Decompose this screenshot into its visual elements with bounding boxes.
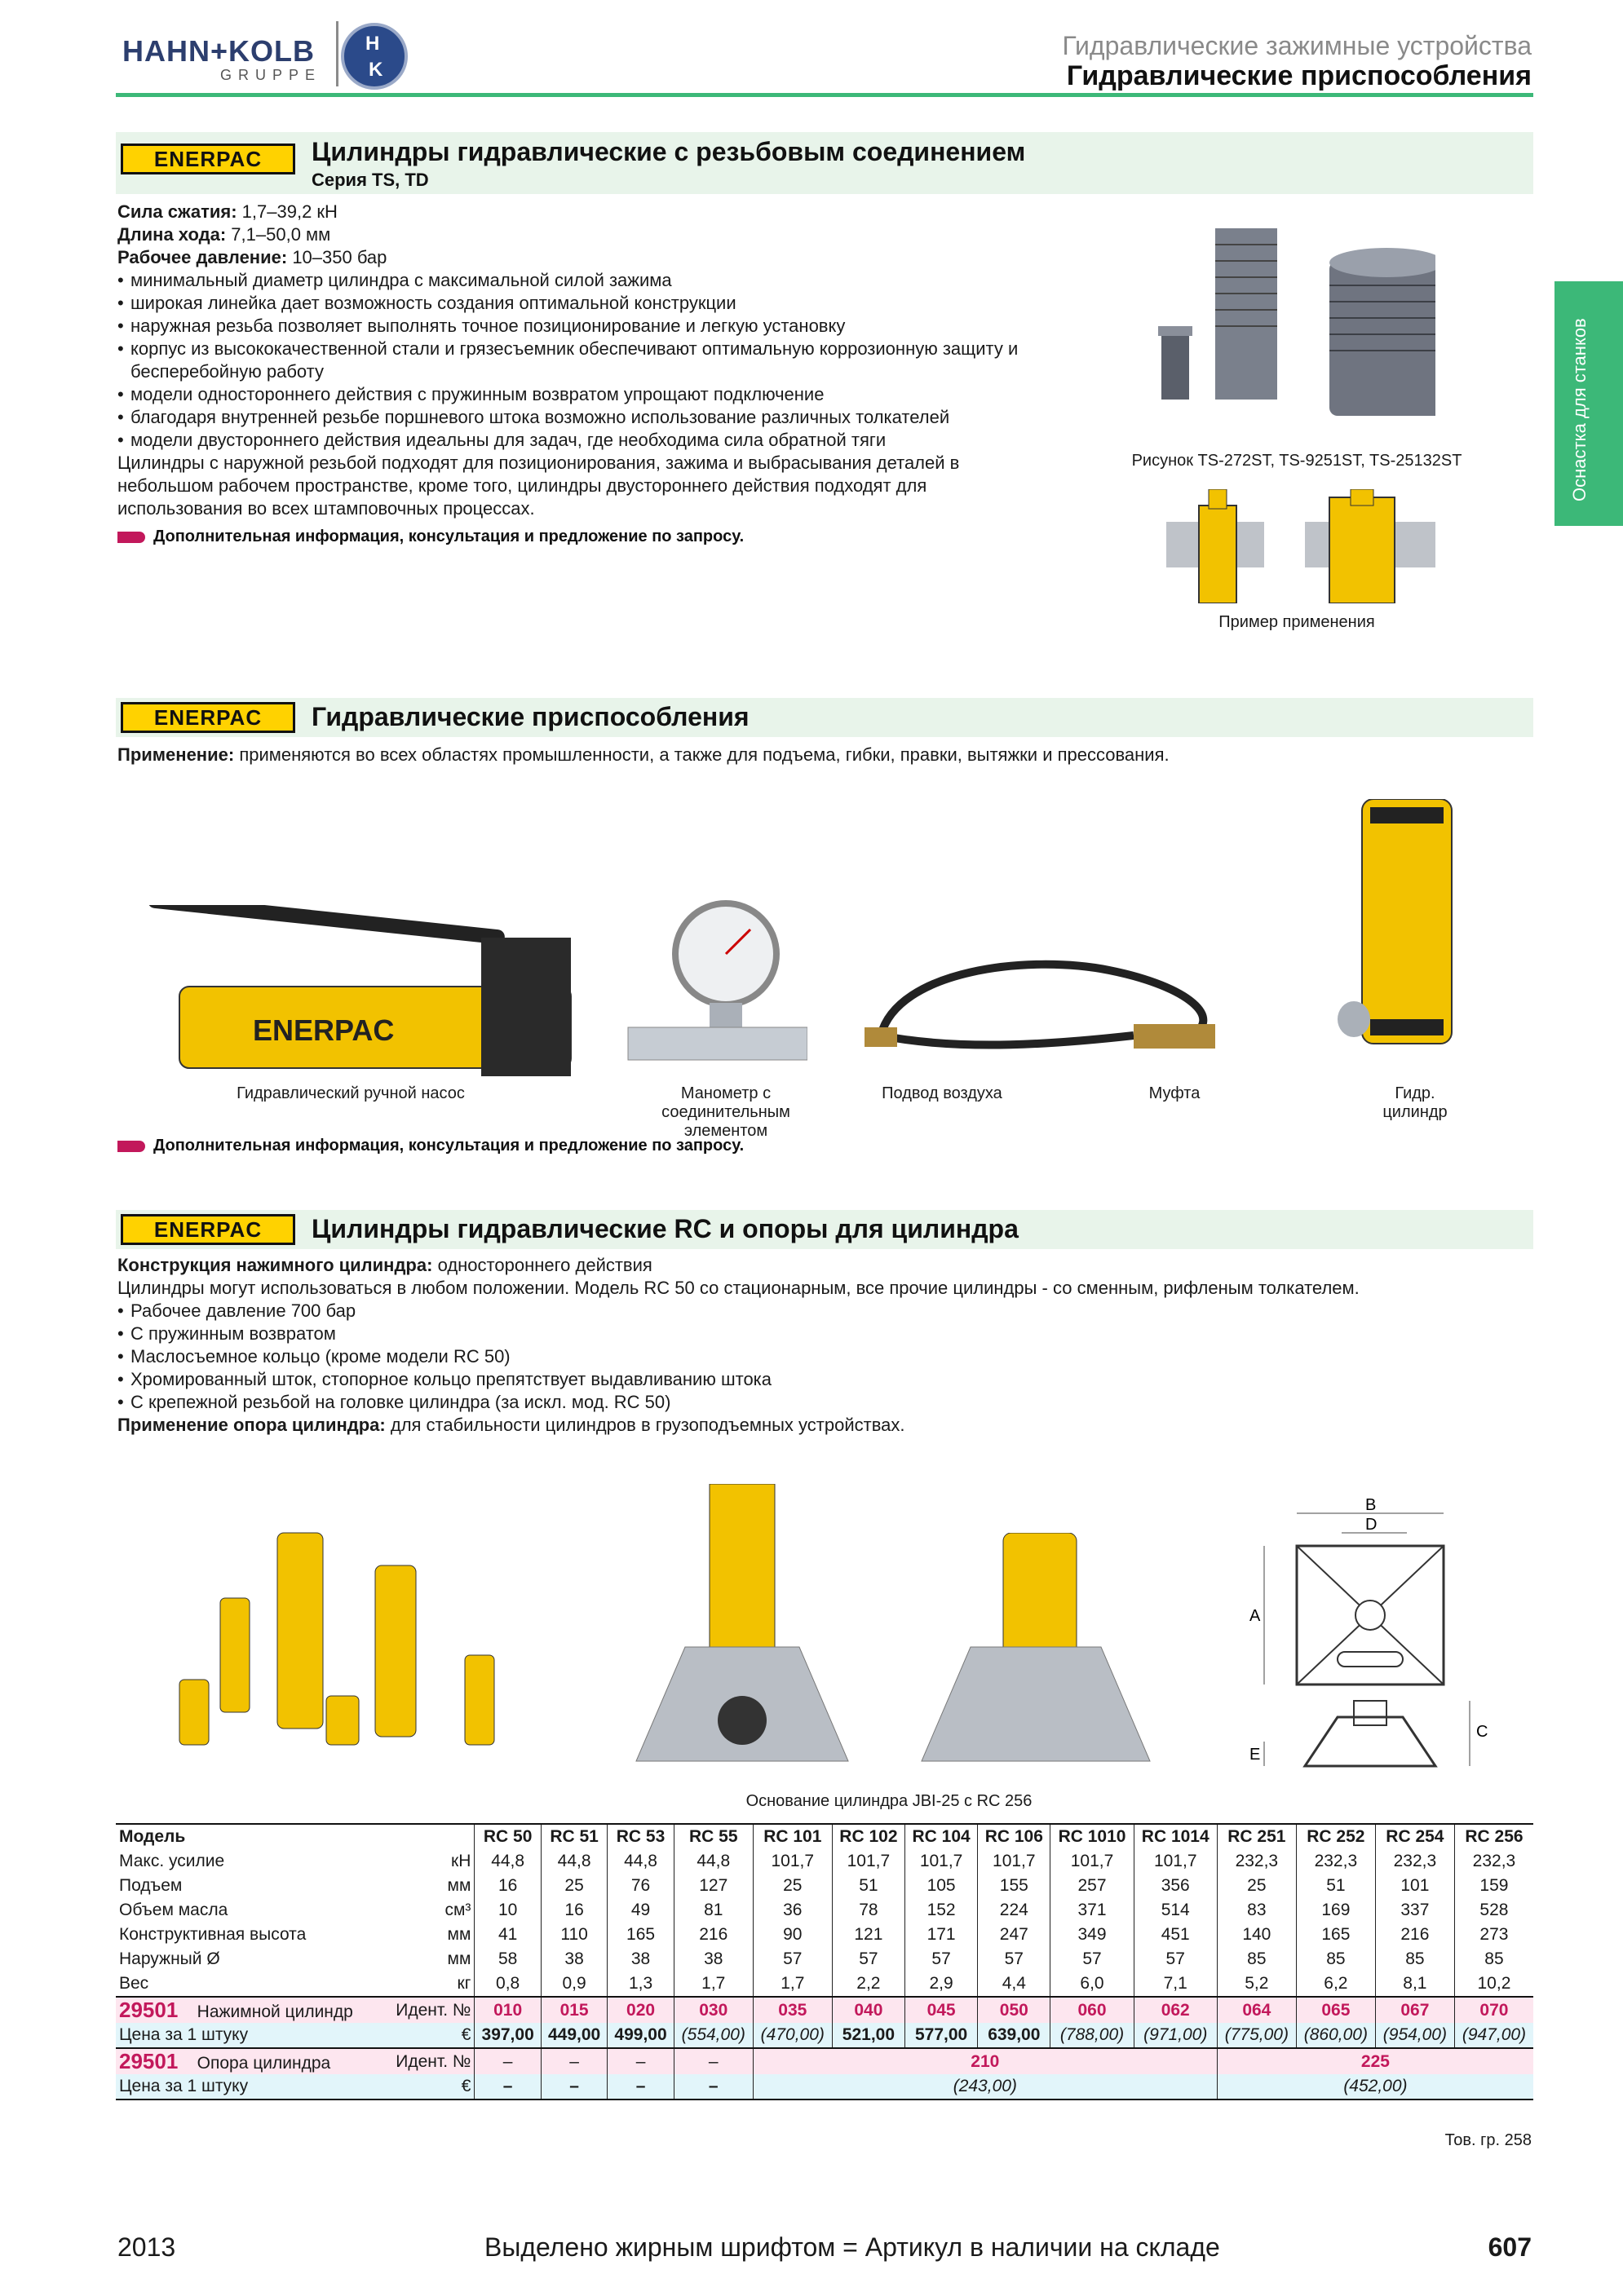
cylinder-base-image-1 <box>620 1484 865 1777</box>
model-cell: RC 1010 <box>1050 1824 1134 1849</box>
list-item: • благодаря внутренней резьбе поршневого штока возможно использование различных толкателей <box>117 406 1047 429</box>
more-info-link[interactable]: Дополнительная информация, консультация и предложение по запросу. <box>117 1137 744 1155</box>
arrow-icon <box>117 1141 145 1152</box>
model-cell: RC 254 <box>1375 1824 1454 1849</box>
table-cell: 10 <box>475 1898 541 1923</box>
header-rule <box>116 93 1533 97</box>
dim-label-c: C <box>1476 1723 1488 1741</box>
table-cell: 528 <box>1454 1898 1533 1923</box>
footer-note: Выделено жирным шрифтом = Артикул в наличии на складе <box>484 2232 1220 2262</box>
section-2-band <box>116 698 1533 737</box>
section-2-application: Применение: применяются во всех областях промышленности, а также для подъема, гибки, правки, вытяжки и прессования. <box>117 744 1170 765</box>
table-cell: 356 <box>1134 1874 1217 1898</box>
list-item: • Рабочее давление 700 бар <box>117 1300 1537 1322</box>
price-cell: (788,00) <box>1050 2023 1134 2048</box>
table-cell: 127 <box>674 1874 753 1898</box>
table-cell: 16 <box>475 1874 541 1898</box>
enerpac-badge: ENERPAC <box>121 702 295 733</box>
table-cell: 16 <box>541 1898 607 1923</box>
logo-divider <box>336 21 338 86</box>
table-cell: 121 <box>832 1923 904 1947</box>
table-cell: 337 <box>1375 1898 1454 1923</box>
price-cell: (243,00) <box>753 2074 1217 2100</box>
model-cell: RC 256 <box>1454 1824 1533 1849</box>
product-group: Тов. гр. 258 <box>1444 2131 1532 2149</box>
list-item: • Маслосъемное кольцо (кроме модели RC 50) <box>117 1345 1537 1368</box>
hose-image <box>865 946 1256 1076</box>
table-row <box>116 1947 1533 1971</box>
feature-list <box>117 269 1047 452</box>
cyl-ident-row: 29501 Нажимной цилиндр Идент. № 010 015 020 030 035 040 045 050 060 062 064 065 067 070 <box>116 1997 1533 2023</box>
product-caption-cylinder: Гидр. цилиндр <box>1382 1084 1448 1121</box>
table-cell: 51 <box>832 1874 904 1898</box>
table-cell: 8,1 <box>1375 1971 1454 1997</box>
dim-label-d: D <box>1365 1516 1378 1534</box>
cylinder-image <box>1338 799 1468 1052</box>
table-cell: 101,7 <box>753 1849 832 1874</box>
section-1-paragraph: Цилиндры с наружной резьбой подходят для позиционирования, зажима и выбрасывания деталей в небольшом рабочем пространстве, кроме того, цилиндры двустороннего действия подходят для использования во всех штамповочных процессах. <box>117 453 960 519</box>
table-cell: 57 <box>978 1947 1050 1971</box>
cylinder-base-drawing <box>1240 1497 1501 1774</box>
table-cell: 101,7 <box>1134 1849 1217 1874</box>
table-cell: 76 <box>608 1874 674 1898</box>
spec-row: Рабочее давление: 10–350 бар <box>117 247 387 267</box>
table-cell: 165 <box>608 1923 674 1947</box>
model-cell: RC 51 <box>541 1824 607 1849</box>
row-label: Конструктивная высота <box>119 1925 307 1944</box>
table-cell: 36 <box>753 1898 832 1923</box>
sup-ident-row: 29501 Опора цилиндра Идент. № – – – – 210 225 <box>116 2048 1533 2074</box>
row-unit: см³ <box>444 1901 471 1919</box>
model-cell: RC 50 <box>475 1824 541 1849</box>
list-item: • модели одностороннего действия с пружинным возвратом упрощают подключение <box>117 383 1047 406</box>
section-3-title: Цилиндры гидравлические RC и опоры для цилиндра <box>312 1214 1019 1243</box>
brand-logo-text: HAHN+KOLB <box>122 34 316 68</box>
list-item: • С крепежной резьбой на головке цилиндра (за искл. мод. RC 50) <box>117 1391 1537 1414</box>
table-cell: 159 <box>1454 1874 1533 1898</box>
ident-cell[interactable]: 045 <box>905 1997 978 2023</box>
table-cell: 155 <box>978 1874 1050 1898</box>
table-cell: 247 <box>978 1923 1050 1947</box>
more-info-link[interactable]: Дополнительная информация, консультация и предложение по запросу. <box>117 525 1047 548</box>
product-caption-coupler: Муфта <box>1148 1084 1201 1102</box>
table-cell: 83 <box>1217 1898 1296 1923</box>
table-cell: 171 <box>905 1923 978 1947</box>
spec-row: Сила сжатия: 1,7–39,2 кН <box>117 201 338 222</box>
section-1-title: Цилиндры гидравлические с резьбовым соединением <box>312 137 1026 166</box>
hk-logo-icon: H K <box>341 23 408 90</box>
ident-cell[interactable]: 225 <box>1217 2048 1533 2074</box>
dim-label-e: E <box>1249 1746 1261 1764</box>
table-cell: 7,1 <box>1134 1971 1217 1997</box>
price-cell: (554,00) <box>674 2023 753 2048</box>
svg-text:ENERPAC: ENERPAC <box>253 1013 395 1047</box>
table-cell: 41 <box>475 1923 541 1947</box>
table-row <box>116 1923 1533 1947</box>
model-cell: RC 251 <box>1217 1824 1296 1849</box>
table-cell: 5,2 <box>1217 1971 1296 1997</box>
ident-cell[interactable]: 067 <box>1375 1997 1454 2023</box>
footer-year: 2013 <box>117 2232 176 2262</box>
table-cell: 169 <box>1296 1898 1375 1923</box>
application-example-image <box>1166 489 1435 603</box>
page-number: 607 <box>1488 2232 1532 2262</box>
table-header-row <box>116 1824 1533 1849</box>
table-cell: 25 <box>753 1874 832 1898</box>
table-cell: 1,7 <box>674 1971 753 1997</box>
table-cell: 451 <box>1134 1923 1217 1947</box>
ident-cell[interactable]: 064 <box>1217 1997 1296 2023</box>
table-cell: 44,8 <box>541 1849 607 1874</box>
cyl-price-row: Цена за 1 штуку € 397,00 449,00 499,00 (554,00) (470,00) 521,00 577,00 639,00 (788,00) (971,00) (775,00) (860,00) (954,00) (947,00) <box>116 2023 1533 2048</box>
price-cell: (860,00) <box>1296 2023 1375 2048</box>
table-cell: 58 <box>475 1947 541 1971</box>
table-cell: 101,7 <box>1050 1849 1134 1874</box>
ident-cell[interactable]: 020 <box>608 1997 674 2023</box>
ident-cell[interactable]: 030 <box>674 1997 753 2023</box>
table-header-label: Модель <box>116 1824 475 1849</box>
table-cell: 232,3 <box>1454 1849 1533 1874</box>
table-cell: 25 <box>1217 1874 1296 1898</box>
table-cell: 85 <box>1296 1947 1375 1971</box>
section-1-series: Серия TS, TD <box>312 170 429 190</box>
table-cell: 0,9 <box>541 1971 607 1997</box>
section-3-band <box>116 1210 1533 1249</box>
cylinder-base-image-2 <box>913 1533 1158 1769</box>
table-cell: 371 <box>1050 1898 1134 1923</box>
header-subtitle: Гидравлические зажимные устройства <box>1062 31 1532 60</box>
product-caption-hose: Подвод воздуха <box>882 1084 1002 1102</box>
list-item: • С пружинным возвратом <box>117 1322 1537 1345</box>
spec-row: Длина хода: 7,1–50,0 мм <box>117 224 331 245</box>
ident-cell[interactable]: 065 <box>1296 1997 1375 2023</box>
price-cell: (971,00) <box>1134 2023 1217 2048</box>
row-label: Подъем <box>119 1876 183 1895</box>
row-unit: мм <box>447 1876 471 1895</box>
table-cell: 101,7 <box>905 1849 978 1874</box>
table-cell: 165 <box>1296 1923 1375 1947</box>
model-cell: RC 55 <box>674 1824 753 1849</box>
ident-cell[interactable]: 015 <box>541 1997 607 2023</box>
table-cell: 44,8 <box>608 1849 674 1874</box>
figure-caption: Рисунок TS-272ST, TS-9251ST, TS-25132ST <box>1131 452 1462 470</box>
table-cell: 257 <box>1050 1874 1134 1898</box>
table-cell: 4,4 <box>978 1971 1050 1997</box>
cyl-code: 29501 <box>119 1998 179 2022</box>
model-cell: RC 102 <box>832 1824 904 1849</box>
table-row <box>116 1874 1533 1898</box>
sup-code: 29501 <box>119 2049 179 2073</box>
list-item: • Хромированный шток, стопорное кольцо препятствует выдавливанию штока <box>117 1368 1537 1391</box>
section-2-title: Гидравлические приспособления <box>312 702 750 731</box>
list-item: • широкая линейка дает возможность создания оптимальной конструкции <box>117 292 1047 315</box>
table-cell: 81 <box>674 1898 753 1923</box>
ident-cell[interactable]: 070 <box>1454 1997 1533 2023</box>
table-cell: 140 <box>1217 1923 1296 1947</box>
side-tab[interactable] <box>1554 281 1623 526</box>
table-cell: 85 <box>1454 1947 1533 1971</box>
row-unit: кг <box>457 1974 471 1993</box>
table-cell: 49 <box>608 1898 674 1923</box>
table-cell: 232,3 <box>1296 1849 1375 1874</box>
table-cell: 10,2 <box>1454 1971 1533 1997</box>
table-cell: 6,2 <box>1296 1971 1375 1997</box>
gauge-image <box>612 897 807 1076</box>
section-1-band <box>116 132 1533 194</box>
table-cell: 514 <box>1134 1898 1217 1923</box>
table-cell: 85 <box>1375 1947 1454 1971</box>
section-3-text: Конструкция нажимного цилиндра: одностороннего действия Цилиндры могут использоваться в любом положении. Модель RC 50 со стационарным, все прочие цилиндры - со сменным, рифленым толкателем. • Рабочее давление 700 бар • С пружинным возвратом • Маслосъемное кольцо (кроме модели RC 50) • Хромированный шток, стопорное кольцо препятствует выдавливанию штока • С крепежной резьбой на головке цилиндра (за искл. мод. RC 50) Применение опора цилиндра: для стабильности цилиндров в грузоподъемных устройствах. <box>117 1254 1537 1437</box>
table-cell: 57 <box>1134 1947 1217 1971</box>
price-cell: 521,00 <box>832 2023 904 2048</box>
model-cell: RC 104 <box>905 1824 978 1849</box>
price-cell: (452,00) <box>1217 2074 1533 2100</box>
table-cell: 0,8 <box>475 1971 541 1997</box>
table-cell: 273 <box>1454 1923 1533 1947</box>
row-label: Наружный Ø <box>119 1949 220 1968</box>
price-cell: 499,00 <box>608 2023 674 2048</box>
table-cell: 216 <box>674 1923 753 1947</box>
section-3-intro: Цилиндры могут использоваться в любом положении. Модель RC 50 со стационарным, все прочие цилиндры - со сменным, рифленым толкателем. <box>117 1278 1360 1298</box>
table-cell: 57 <box>905 1947 978 1971</box>
model-cell: RC 106 <box>978 1824 1050 1849</box>
arrow-icon <box>117 532 145 543</box>
table-cell: 2,2 <box>832 1971 904 1997</box>
spec-table <box>116 1823 1533 2100</box>
price-cell: (954,00) <box>1375 2023 1454 2048</box>
table-cell: 38 <box>608 1947 674 1971</box>
application-caption: Пример применения <box>1218 613 1375 631</box>
table-cell: 44,8 <box>475 1849 541 1874</box>
table-cell: 57 <box>832 1947 904 1971</box>
list-item: • наружная резьба позволяет выполнять точное позиционирование и легкую установку <box>117 315 1047 338</box>
header-title: Гидравлические приспособления <box>1066 60 1532 91</box>
price-cell: 397,00 <box>475 2023 541 2048</box>
table-row <box>116 1971 1533 1997</box>
row-label: Объем масла <box>119 1901 228 1919</box>
row-label: Макс. усилие <box>119 1852 225 1870</box>
model-cell: RC 1014 <box>1134 1824 1217 1849</box>
product-caption-pump: Гидравлический ручной насос <box>237 1084 465 1102</box>
table-cell: 101,7 <box>978 1849 1050 1874</box>
ident-cell[interactable]: 050 <box>978 1997 1050 2023</box>
table-cell: 38 <box>674 1947 753 1971</box>
table-cell: 232,3 <box>1375 1849 1454 1874</box>
table-row <box>116 1898 1533 1923</box>
table-cell: 57 <box>753 1947 832 1971</box>
sup-price-row: Цена за 1 штуку € – – – – (243,00) (452,00) <box>116 2074 1533 2100</box>
price-cell: (775,00) <box>1217 2023 1296 2048</box>
dim-label-b: B <box>1365 1497 1377 1514</box>
price-cell: (470,00) <box>753 2023 832 2048</box>
price-cell: 449,00 <box>541 2023 607 2048</box>
enerpac-badge: ENERPAC <box>121 1214 295 1245</box>
table-cell: 232,3 <box>1217 1849 1296 1874</box>
price-cell: 639,00 <box>978 2023 1050 2048</box>
table-row <box>116 1849 1533 1874</box>
model-cell: RC 252 <box>1296 1824 1375 1849</box>
hand-pump-image <box>130 905 587 1093</box>
table-cell: 1,3 <box>608 1971 674 1997</box>
feature-list <box>117 1300 1537 1414</box>
ident-cell[interactable]: 010 <box>475 1997 541 2023</box>
row-unit: мм <box>447 1949 471 1968</box>
table-cell: 105 <box>905 1874 978 1898</box>
table-cell: 51 <box>1296 1874 1375 1898</box>
row-label: Вес <box>119 1974 149 1993</box>
table-cell: 57 <box>1050 1947 1134 1971</box>
model-cell: RC 53 <box>608 1824 674 1849</box>
table-cell: 25 <box>541 1874 607 1898</box>
ident-cell[interactable]: 062 <box>1134 1997 1217 2023</box>
list-item: • корпус из высококачественной стали и грязесъемник обеспечивают оптимальную коррозионную защиту и бесперебойную работу <box>117 338 1047 383</box>
brand-logo-subtext: GRUPPE <box>220 67 322 83</box>
table-cell: 216 <box>1375 1923 1454 1947</box>
table-cell: 224 <box>978 1898 1050 1923</box>
row-unit: кН <box>451 1852 471 1870</box>
product-caption-gauge: Манометр с соединительным элементом <box>661 1084 790 1140</box>
section-1-text <box>117 201 1047 548</box>
table-cell: 152 <box>905 1898 978 1923</box>
list-item: • минимальный диаметр цилиндра с максимальной силой зажима <box>117 269 1047 292</box>
table-cell: 44,8 <box>674 1849 753 1874</box>
list-item: • модели двустороннего действия идеальны для задач, где необходима сила обратной тяги <box>117 429 1047 452</box>
side-tab-label: Оснастка для станков <box>1569 318 1590 501</box>
table-cell: 349 <box>1050 1923 1134 1947</box>
table-cell: 1,7 <box>753 1971 832 1997</box>
table-cell: 38 <box>541 1947 607 1971</box>
table-cell: 85 <box>1217 1947 1296 1971</box>
ident-cell[interactable]: 060 <box>1050 1997 1134 2023</box>
ident-cell[interactable]: 035 <box>753 1997 832 2023</box>
ident-cell[interactable]: 040 <box>832 1997 904 2023</box>
table-cell: 90 <box>753 1923 832 1947</box>
rc-cylinders-image <box>171 1517 514 1761</box>
model-cell: RC 101 <box>753 1824 832 1849</box>
row-unit: мм <box>447 1925 471 1944</box>
threaded-cylinders-image <box>1125 204 1435 448</box>
table-cell: 110 <box>541 1923 607 1947</box>
base-caption: Основание цилиндра JBI-25 с RC 256 <box>745 1792 1033 1810</box>
table-cell: 2,9 <box>905 1971 978 1997</box>
table-cell: 6,0 <box>1050 1971 1134 1997</box>
table-cell: 101,7 <box>832 1849 904 1874</box>
ident-cell[interactable]: 210 <box>753 2048 1217 2074</box>
price-cell: (947,00) <box>1454 2023 1533 2048</box>
dim-label-a: A <box>1249 1607 1261 1625</box>
price-cell: 577,00 <box>905 2023 978 2048</box>
enerpac-badge: ENERPAC <box>121 144 295 174</box>
table-cell: 78 <box>832 1898 904 1923</box>
table-cell: 101 <box>1375 1874 1454 1898</box>
